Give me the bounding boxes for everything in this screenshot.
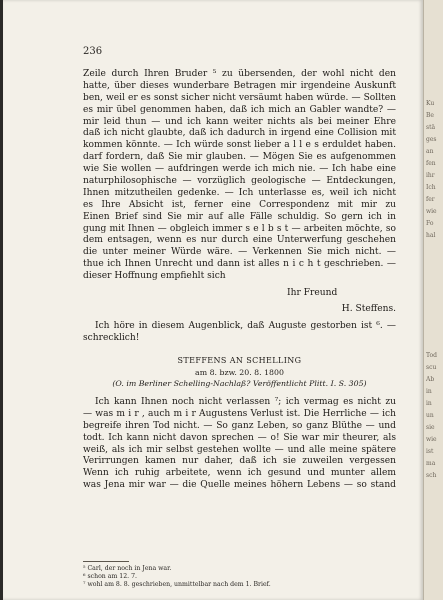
text-line: Ihnen mitzutheilen gedenke. — Ich unterlasse es, weil ich nicht [83,187,396,198]
text-line: darf fordern, daß Sie mir glauben. — Mögen Sie es aufgenommen [83,152,396,163]
postscript-line: schrecklich! [83,332,140,343]
text-line: was Jena mir war — die Quelle meines höhern Lebens — so stand [83,480,396,491]
page-number: 236 [83,46,103,57]
text-line: naturphilosophische — vorzüglich geologische — Entdeckungen, [83,176,396,187]
letter-body-second [83,397,396,492]
text-line: mir leid thun — und ich kann weiter nichts als bei meiner Ehre [83,116,396,127]
footnote: ⁷ wohl am 8. 8. geschrieben, unmittelbar nach dem 1. Brief. [83,581,271,589]
facing-fragment: wie [426,208,437,215]
text-line: weiß, als ich mir selbst gestehen wollte — und alle meine spätere [83,444,396,455]
text-line: begreife ihren Tod nicht. — So ganz Leben, so ganz Blüthe — und [83,420,396,431]
text-line: todt. Ich kann nicht davon sprechen — o! Sie war mir theurer, als [83,432,396,443]
facing-fragment: ges [426,136,437,143]
facing-fragment: ist [426,448,434,455]
text-line: die unter meiner Würde wäre. — Verkennen Sie mich nicht. — [83,247,396,258]
facing-fragment: ihr [426,172,435,179]
letter-source: (O. im Berliner Schelling-Nachlaß? Veröffentlicht Plitt. I. S. 305) [112,379,367,388]
text-line: es Ihre Absicht ist, ferner eine Correspondenz mit mir zu [83,199,396,210]
footnotes [83,565,396,590]
facing-fragment: Ich [426,184,436,191]
text-line: — was m i r , auch m i r Augustens Verlust ist. Die Herrliche — ich [83,408,396,419]
book-page [3,0,423,600]
text-line: gung mit Ihnen — obgleich immer s e l b s t — arbeiten möchte, so [83,223,396,234]
facing-fragment: sie [426,424,435,431]
text-line: dieser Hoffnung empfiehlt sich [83,271,226,282]
text-line: Wenn ich ruhig arbeitete, wenn ich gesund und munter allem [83,468,396,479]
signature: H. Steffens. [341,303,396,314]
facing-fragment: Be [426,112,434,119]
facing-fragment: fen [426,160,436,167]
footnote-rule [83,561,129,562]
facing-fragment: Tod [426,352,437,359]
text-line: Ich kann Ihnen noch nicht verlassen ⁷; ich vermag es nicht zu [95,397,396,407]
facing-fragment: wie [426,436,437,443]
facing-fragment: ma [426,460,436,467]
facing-fragment: in [426,400,432,407]
facing-fragment: an [426,148,434,155]
text-line: ben, weil er es sonst sicher nicht versäumt haben würde. — Sollten [83,92,396,103]
letter-date: am 8. bzw. 20. 8. 1800 [195,368,284,377]
text-line: hatte, über dieses wunderbare Betragen mir irgendeine Auskunft [83,80,396,91]
footnote: ⁵ Carl, der noch in Jena war. [83,565,172,572]
facing-fragment: sch [426,472,437,479]
text-line: es mir übel genommen haben, daß ich mich an Gabler wandte? — [83,104,396,115]
facing-fragment: un [426,412,434,419]
text-line: dem entsagen, wenn es nur durch eine Unterwerfung geschehen [83,235,396,246]
text-line: kommen könnte. — Ich würde sonst lieber a l l e s erduldet haben. [83,140,396,151]
postscript-line: Ich höre in diesem Augenblick, daß Auguste gestorben ist ⁶. — [95,320,396,331]
facing-fragment: in [426,388,432,395]
facing-fragment: Ku [426,100,435,107]
text-line: wie Sie wollen — aufdringen werde ich mich nie. — Ich habe eine [83,164,396,175]
facing-fragment: Fo [426,220,434,227]
facing-fragment: scu [426,364,437,371]
facing-fragment: Ab [426,376,435,383]
letter-body-top [83,69,396,345]
facing-fragment: hal [426,232,436,239]
closing: Ihr Freund [287,288,338,299]
footnote: ⁶ schon am 12. 7. [83,573,137,581]
facing-fragment: fer [426,196,435,203]
text-line: thue ich Ihnen Unrecht und dann ist alles n i c h t geschrieben. — [83,259,396,270]
facing-page-edge [423,0,443,600]
text-line: Zeile durch Ihren Bruder ⁵ zu übersenden, der wohl nicht den [83,69,396,79]
text-line: Verirrungen kamen nur daher, daß ich sie zuweilen vergessen [83,456,396,467]
letter-heading: STEFFENS AN SCHELLING [177,356,302,365]
facing-fragment: stä [426,124,436,131]
text-line: daß ich nicht glaubte, daß ich dadurch in irgend eine Collision mit [83,128,396,139]
text-line: Einen Brief sind Sie mir auf alle Fälle schuldig. So gern ich in [83,211,396,222]
